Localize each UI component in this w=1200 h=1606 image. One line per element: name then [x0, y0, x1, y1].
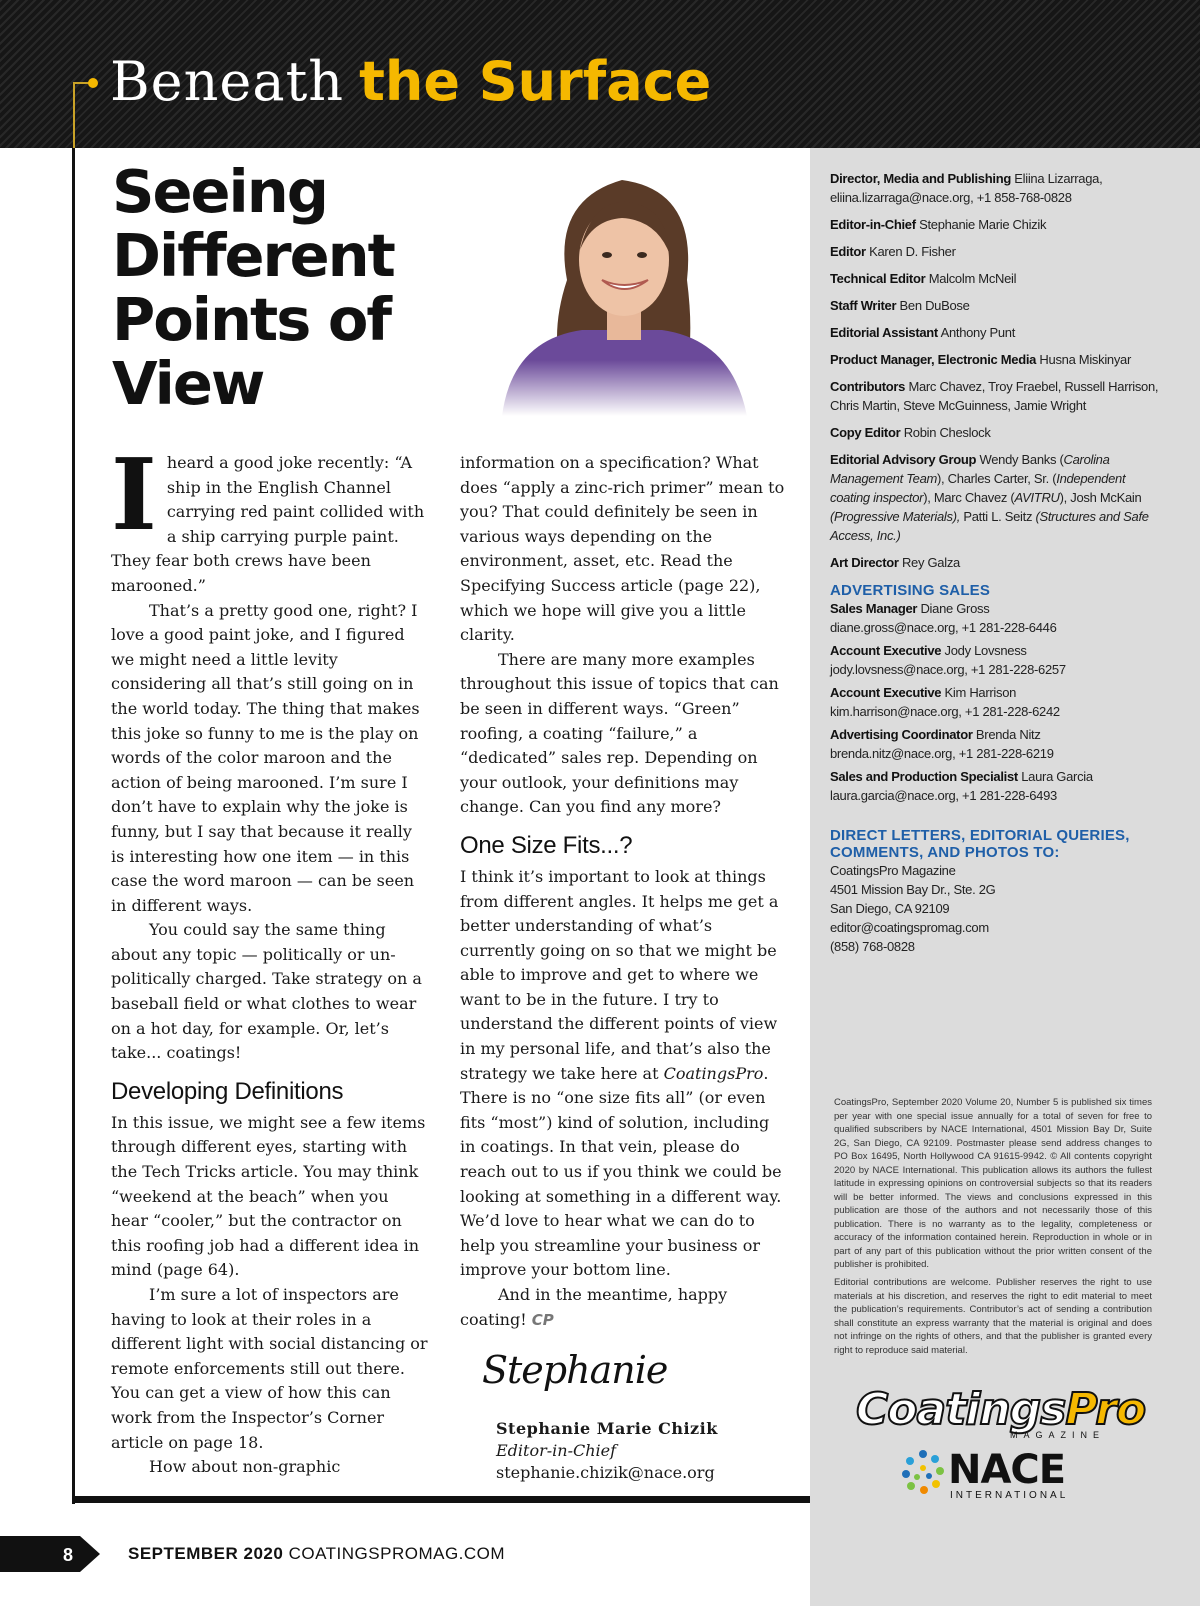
paragraph: How about non-graphic — [149, 1457, 341, 1477]
signer-email[interactable]: stephanie.chizik@nace.org — [496, 1463, 715, 1482]
address-phone: (858) 768-0828 — [830, 939, 915, 954]
address-line: 4501 Mission Bay Dr., Ste. 2G — [830, 882, 996, 897]
nace-logo-sub: INTERNATIONAL — [950, 1490, 1069, 1501]
black-rule-horizontal — [72, 1496, 810, 1503]
masthead-staff — [830, 169, 1160, 580]
paragraph: There are many more examples throughout this issue of topics that can be seen in different ways. “Green” roofing, a coating “failure,” a “dedicated” sales rep. Depending on your outlook, your definitions may change. Can you find any more? — [460, 649, 779, 817]
page-number: 8 — [62, 1545, 74, 1565]
gold-rule-vertical — [73, 82, 75, 148]
page-number-tab — [0, 1536, 100, 1572]
end-mark: CP — [531, 1310, 554, 1329]
paragraph: information on a specification? What does “apply a zinc-rich primer” mean to you? That could definitely be seen in various ways depending on the environment, asset, etc. Read the Specifying Success article (page 22), which we hope will give you a little clarity. — [460, 453, 785, 645]
paragraph: In this issue, we might see a few items through different eyes, starting with the Tech Tricks article. You may think “weekend at the beach” when you hear “cooler,” but the contractor on this roofing job had a different idea in mind (page 64). — [111, 1112, 426, 1280]
nace-logo-text: NACE — [948, 1447, 1066, 1493]
address-email[interactable]: editor@coatingspromag.com — [830, 920, 989, 935]
section-title-bold: the Surface — [359, 50, 712, 113]
footer-issue — [128, 1544, 505, 1564]
paragraph: That’s a pretty good one, right? I love a good paint joke, and I figured we might need a little levity considering all that’s still going on in the world today. The thing that makes this joke so funny to me is the play on words of the color maroon and the action of being marooned. I’m sure I don’t have to explain why the joke is funny, but I say that because it really is interesting how one item — in this case the word maroon — can be seen in different ways. — [111, 600, 420, 915]
ad-sales-heading: ADVERTISING SALES — [830, 582, 991, 599]
nace-emblem-icon — [896, 1446, 950, 1502]
masthead-entry: Editor Karen D. Fisher — [830, 244, 956, 259]
section-header-band — [0, 0, 1200, 148]
address-line: San Diego, CA 92109 — [830, 901, 950, 916]
subhead-developing-definitions: Developing Definitions — [111, 1077, 344, 1105]
drop-cap: I — [111, 438, 157, 553]
footer-site[interactable]: COATINGSPROMAG.COM — [288, 1544, 506, 1563]
editorial-notice: Editorial contributions are welcome. Publisher reserves the right to use materials at his discretion, and reserves the right to edit material to meet the publication’s requirements. Contributor’s act of sending a contribution shall constitute an express warranty that the material is original and does not infringe on the rights of others, and that the publisher is granted every right to reproduce said material. — [834, 1277, 1152, 1356]
section-title-light: Beneath — [110, 50, 345, 113]
masthead-advisory: Editorial Advisory Group Wendy Banks (Carolina Management Team), Charles Carter, Sr. (Independent coating inspector), Marc Chavez (AVITRU), Josh McKain (Progressive Materials), Patti L. Seitz (Structures and Safe Access, Inc.) — [830, 452, 1149, 543]
paragraph: You could say the same thing about any topic — politically or un-politically charged. Take strategy on a baseball field or what clothes to wear on a hot day, for example. Or, let’s take... coatings! — [111, 920, 422, 1063]
masthead-entry: Contributors Marc Chavez, Troy Fraebel, Russell Harrison, Chris Martin, Steve McGuinness, Jamie Wright — [830, 379, 1159, 413]
address-line: CoatingsPro Magazine — [830, 863, 956, 878]
footer-date: SEPTEMBER 2020 — [128, 1544, 284, 1563]
masthead-entry: Director, Media and Publishing Eliina Lizarraga, eliina.lizarraga@nace.org, +1 858-768-0828 — [830, 171, 1103, 205]
author-photo — [462, 160, 782, 416]
paragraph: I’m sure a lot of inspectors are having to look at their roles in a different light with social distancing or remote enforcements still out there. You can get a view of how this can work from the Inspector’s Corner article on page 18. — [111, 1285, 428, 1452]
black-rule-vertical — [72, 148, 75, 1504]
header-accent-line — [73, 82, 89, 84]
masthead-entry: Technical Editor Malcolm McNeil — [830, 271, 1017, 286]
ad-sales-entry: Sales Manager Diane Gross diane.gross@nace.org, +1 281-228-6446 — [830, 601, 1057, 635]
ad-sales-entry: Account Executive Kim Harrison kim.harrison@nace.org, +1 281-228-6242 — [830, 685, 1060, 719]
masthead-entry: Copy Editor Robin Cheslock — [830, 425, 991, 440]
ad-sales-entry: Advertising Coordinator Brenda Nitz brenda.nitz@nace.org, +1 281-228-6219 — [830, 727, 1054, 761]
ad-sales-entry: Account Executive Jody Lovsness jody.lovsness@nace.org, +1 281-228-6257 — [830, 643, 1066, 677]
signer-role: Editor-in-Chief — [496, 1441, 617, 1460]
article-headline: Seeing Different Points of View — [112, 157, 394, 418]
paragraph: And in the meantime, happy coating! CP — [460, 1285, 728, 1329]
masthead-ad-sales — [830, 582, 1160, 809]
masthead-entry: Editor-in-Chief Stephanie Marie Chizik — [830, 217, 1047, 232]
signature: Stephanie — [482, 1348, 668, 1392]
subhead-one-size-fits: One Size Fits...? — [460, 831, 633, 859]
letters-heading: DIRECT LETTERS, EDITORIAL QUERIES, COMMENTS, AND PHOTOS TO: — [830, 827, 1130, 861]
legal-notice: CoatingsPro, September 2020 Volume 20, Number 5 is published six times per year with one special issue annually for a total of seven for free to qualified subscribers by NACE International, 4501 Mission Bay Dr, Suite 2G, San Diego, CA 92109. Postmaster please send address changes to PO Box 16495, North Hollywood CA 91615-9942. © All contents copyright 2020 by NACE International. This publication allows its authors the fullest latitude in expressing opinions on controversial subjects so that its readers will be better informed. The views and conclusions expressed in this publication are those of the authors and not necessarily those of this publication. There is no warranty as to the legality, completeness or accuracy of the information contained herein. Reproduction in whole or in part of any part of this publication without the prior written consent of the publisher is prohibited. — [834, 1097, 1152, 1270]
masthead-letters — [830, 827, 1160, 956]
masthead-entry: Editorial Assistant Anthony Punt — [830, 325, 1016, 340]
signer-block — [496, 1418, 718, 1484]
masthead-entry: Product Manager, Electronic Media Husna Miskinyar — [830, 352, 1132, 367]
paragraph: I think it’s important to look at things from different angles. It helps me get a better understanding of what’s currently going on so that we might be able to improve and get to where we want to be in the future. I try to understand the different points of view in my personal life, and that’s also the strategy we take here at CoatingsPro. There is no “one size fits all” (or even fits “most”) kind of solution, including in coatings. In that vein, please do reach out to us if you think we could be looking at something in a different way. We’d love to hear what we can do to help you streamline your business or improve your bottom line. — [460, 866, 782, 1280]
signer-name: Stephanie Marie Chizik — [496, 1419, 718, 1438]
masthead-entry: Staff Writer Ben DuBose — [830, 298, 970, 313]
ad-sales-entry: Sales and Production Specialist Laura Garcia laura.garcia@nace.org, +1 281-228-6493 — [830, 769, 1093, 803]
coatingspro-logo: CoatingsPro — [856, 1384, 1146, 1435]
coatingspro-logo-sub: MAGAZINE — [1010, 1430, 1106, 1440]
masthead-entry: Art Director Rey Galza — [830, 555, 960, 570]
paragraph: Iheard a good joke recently: “A ship in the English Channel carrying red paint collided with a ship carrying purple paint. They fear both crews have been marooned.” — [111, 438, 425, 595]
section-title — [110, 50, 711, 114]
article-column-2 — [460, 451, 786, 1332]
header-accent-dot — [88, 78, 98, 88]
article-column-1 — [111, 438, 429, 1480]
